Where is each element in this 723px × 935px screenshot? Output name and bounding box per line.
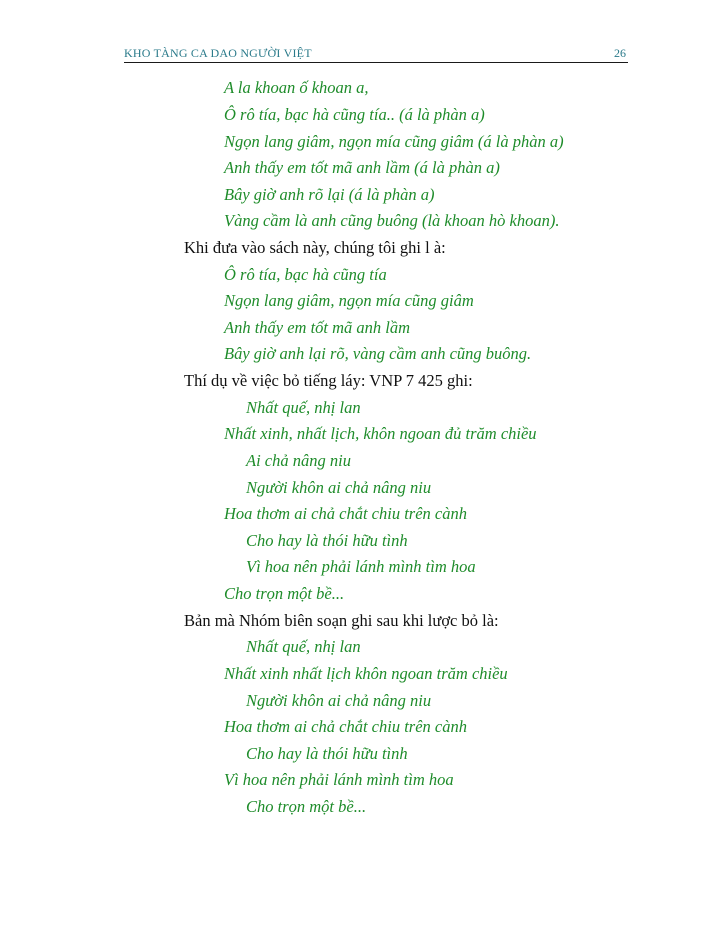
verse-line: Bây giờ anh rõ lại (á là phàn a) (224, 185, 435, 204)
prose-line: Bản mà Nhóm biên soạn ghi sau khi lược bỏ là: (184, 611, 499, 630)
verse-line: Ô rô tía, bạc hà cũng tía (224, 265, 387, 284)
verse-line: Người khôn ai chả nâng niu (246, 478, 432, 497)
verse-line: Cho hay là thói hữu tình (246, 531, 408, 550)
verse-line: Ô rô tía, bạc hà cũng tía.. (á là phàn a) (224, 105, 485, 124)
verse-line: A la khoan ố khoan a, (224, 78, 369, 97)
verse-line: Hoa thơm ai chả chắt chiu trên cành (224, 717, 467, 736)
verse-line: Anh thấy em tốt mã anh lầm (224, 318, 411, 337)
page-header (124, 44, 628, 63)
verse-line: Vì hoa nên phải lánh mình tìm hoa (224, 770, 454, 789)
prose-line: Thí dụ về việc bỏ tiếng láy: VNP 7 425 ghi: (184, 371, 473, 390)
verse-line: Ngọn lang giâm, ngọn mía cũng giâm (224, 291, 474, 310)
verse-line: Nhất xinh, nhất lịch, khôn ngoan đủ trăm chiều (224, 424, 537, 443)
verse-line: Ai chả nâng niu (246, 451, 351, 470)
verse-line: Nhất quế, nhị lan (246, 398, 361, 417)
page-number: 26 (614, 46, 626, 60)
verse-line: Vì hoa nên phải lánh mình tìm hoa (246, 557, 476, 576)
verse-line: Ngọn lang giâm, ngọn mía cũng giâm (á là phàn a) (224, 132, 564, 151)
verse-line: Nhất quế, nhị lan (246, 637, 361, 656)
prose-line: Khi đưa vào sách này, chúng tôi ghi l à: (184, 238, 446, 257)
verse-line: Anh thấy em tốt mã anh lầm (á là phàn a) (224, 158, 500, 177)
verse-line: Cho hay là thói hữu tình (246, 744, 408, 763)
verse-line: Cho trọn một bề... (224, 584, 345, 603)
verse-line: Hoa thơm ai chả chắt chiu trên cành (224, 504, 467, 523)
verse-line: Người khôn ai chả nâng niu (246, 691, 432, 710)
verse-line: Cho trọn một bề... (246, 797, 367, 816)
verse-line: Bây giờ anh lại rõ, vàng cầm anh cũng buông. (224, 344, 532, 363)
running-title: KHO TÀNG CA DAO NGƯỜI VIỆT (124, 46, 312, 60)
verse-line: Vàng cầm là anh cũng buông (là khoan hò khoan). (224, 211, 560, 230)
verse-line: Nhất xinh nhất lịch khôn ngoan trăm chiều (224, 664, 508, 683)
